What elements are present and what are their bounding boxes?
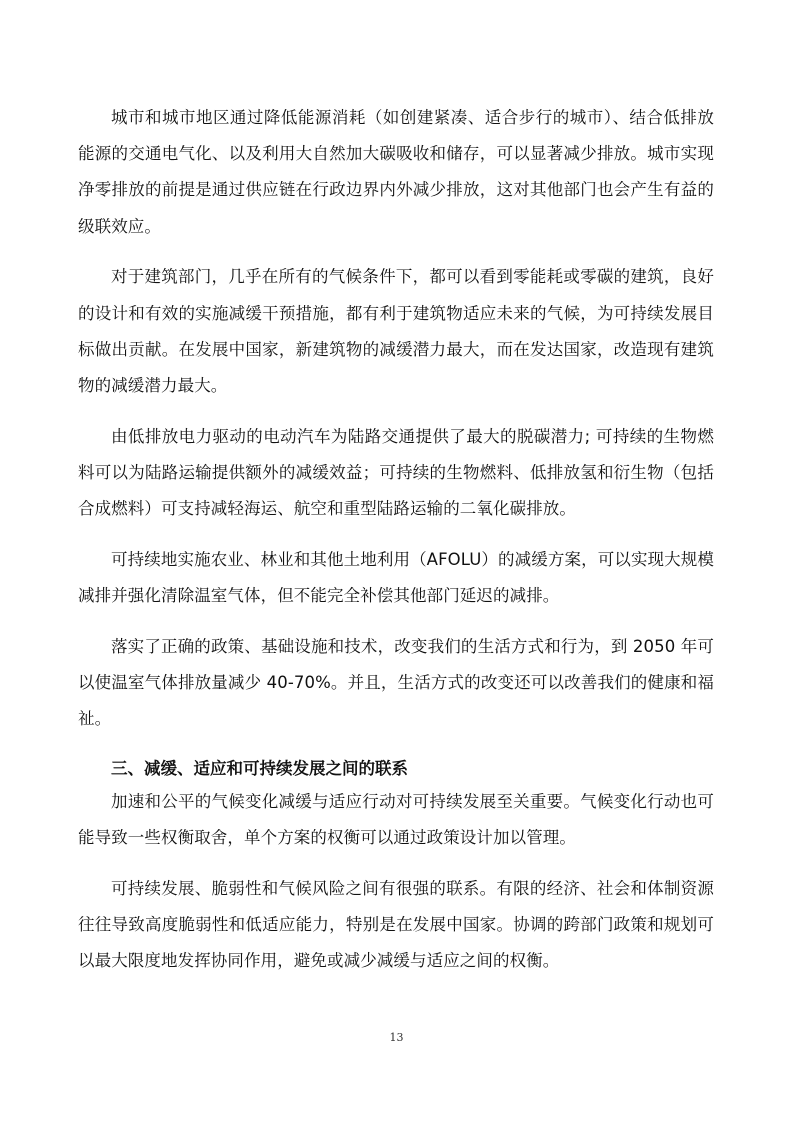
paragraph-afolu: 可持续地实施农业、林业和其他土地利用（AFOLU）的减缓方案，可以实现大规模减排并强化清除温室气体，但不能完全补偿其他部门延迟的减排。 xyxy=(78,549,714,605)
paragraph-climate-action: 加速和公平的气候变化减缓与适应行动对可持续发展至关重要。气候变化行动也可能导致一些权衡取舍，单个方案的权衡可以通过政策设计加以管理。 xyxy=(78,791,714,847)
paragraph-transport: 由低排放电力驱动的电动汽车为陆路交通提供了最大的脱碳潜力; 可持续的生物燃料可以为陆路运输提供额外的减缓效益；可持续的生物燃料、低排放氢和衍生物（包括合成燃料）可支持减轻海运、航空和重型陆路运输的二氧化碳排放。 xyxy=(78,426,714,519)
page-body xyxy=(78,100,714,994)
paragraph-buildings: 对于建筑部门，几乎在所有的气候条件下，都可以看到零能耗或零碳的建筑，良好的设计和有效的实施减缓干预措施，都有利于建筑物适应未来的气候，为可持续发展目标做出贡献。在发展中国家，新建筑物的减缓潜力最大，而在发达国家，改造现有建筑物的减缓潜力最大。 xyxy=(78,267,714,395)
paragraph-urban-emissions: 城市和城市地区通过降低能源消耗（如创建紧凑、适合步行的城市）、结合低排放能源的交通电气化、以及利用大自然加大碳吸收和储存，可以显著减少排放。城市实现净零排放的前提是通过供应链在行政边界内外减少排放，这对其他部门也会产生有益的级联效应。 xyxy=(78,108,714,236)
page-number: 13 xyxy=(389,1031,404,1044)
section-heading: 三、减缓、适应和可持续发展之间的联系 xyxy=(111,758,408,778)
paragraph-lifestyle: 落实了正确的政策、基础设施和技术，改变我们的生活方式和行为，到 2050 年可以使温室气体排放量减少 40-70%。并且，生活方式的改变还可以改善我们的健康和福祉。 xyxy=(78,636,714,729)
paragraph-vulnerability: 可持续发展、脆弱性和气候风险之间有很强的联系。有限的经济、社会和体制资源往往导致高度脆弱性和低适应能力，特别是在发展中国家。协调的跨部门政策和规划可以最大限度地发挥协同作用，避免或减少减缓与适应之间的权衡。 xyxy=(78,878,714,971)
